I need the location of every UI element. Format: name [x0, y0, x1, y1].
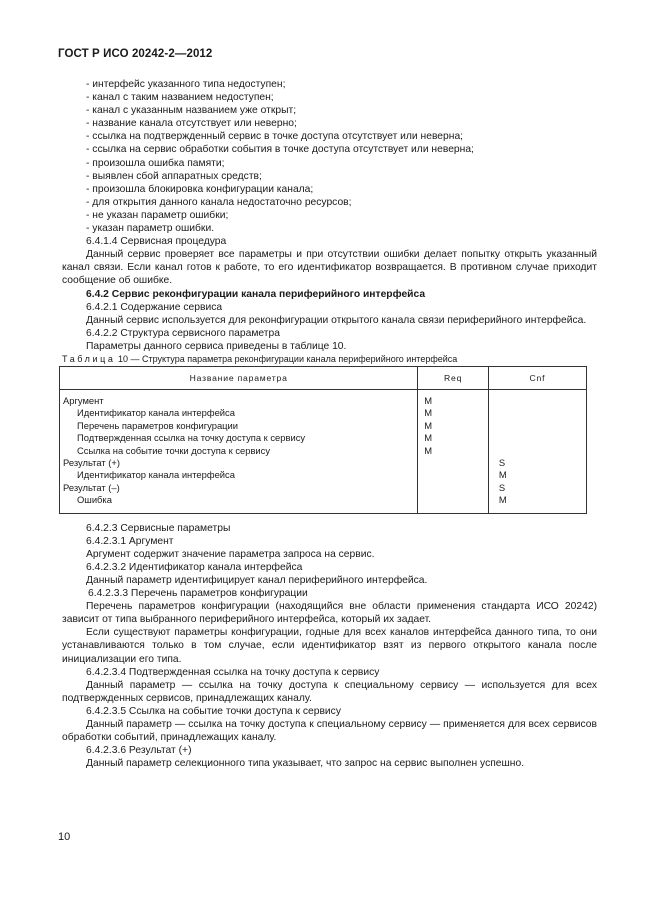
subsection-heading: 6.4.2.3.6 Результат (+) [86, 745, 192, 757]
subsection-heading: 6.4.2.3.5 Ссылка на событие точки доступа к сервису [86, 705, 341, 717]
table-cell-name: Подтвержденная ссылка на точку доступа к сервису [77, 432, 306, 444]
table-cell-name: Результат (+) [63, 457, 120, 469]
list-item: - интерфейс указанного типа недоступен; [86, 79, 286, 90]
table-cell-cnf: M [498, 469, 507, 481]
table-cell-cnf: S [498, 457, 506, 469]
table-cell-req: M [424, 444, 433, 456]
table-cell-name: Ошибка [77, 494, 112, 506]
list-item: - канал с указанным названием уже открыт; [86, 105, 297, 117]
parameter-table [59, 366, 587, 514]
cnf-column [488, 390, 586, 514]
subsection-heading: 6.4.2.3.1 Аргумент [86, 535, 174, 547]
paragraph: Данный параметр — ссылка на точку доступа к специальному сервису — применяется для всех сервисов обработки событий, принадлежащих каналу. [62, 718, 597, 744]
section-heading-6-4-2-3: 6.4.2.3 Сервисные параметры [86, 522, 231, 534]
list-item: - не указан параметр ошибки; [86, 209, 229, 221]
table-cell-cnf [499, 420, 586, 432]
table-cell-req: M [424, 432, 433, 444]
section-heading-6-4-2: 6.4.2 Сервис реконфигурации канала периферийного интерфейса [86, 288, 426, 300]
list-item: - произошла блокировка конфигурации канала; [86, 183, 314, 195]
list-item: - для открытия данного канала недостаточно ресурсов; [86, 196, 352, 208]
table-cell-cnf: S [498, 481, 506, 493]
table-cell-name: Ссылка на событие точки доступа к сервису [77, 444, 271, 456]
paragraph: Перечень параметров конфигурации (находящийся вне области применения стандарта ИСО 20242) зависит от типа выбранного периферийного интерфейса, который их задает. [62, 601, 597, 626]
paragraph: Данный сервис используется для реконфигурации открытого канала связи периферийного интерфейса. [86, 314, 587, 326]
subsection-heading: 6.4.2.3.3 Перечень параметров конфигурации [88, 588, 308, 600]
table-cell-req [424, 469, 488, 481]
standard-title: ГОСТ Р ИСО 20242-2—2012 [58, 48, 213, 60]
table-cell-req [424, 494, 488, 506]
table-cell-name: Аргумент [63, 395, 104, 407]
column-header-req: Req [418, 367, 489, 390]
column-header-name: Название параметра [60, 367, 418, 390]
table-cell-name: Перечень параметров конфигурации [77, 419, 239, 431]
section-6-4-2-3 [62, 522, 597, 771]
list-item: - канал с таким названием недоступен; [86, 92, 274, 104]
table-caption-text: 10 — Структура параметра реконфигурации канала периферийного интерфейса [115, 353, 458, 364]
list-item: - выявлен сбой аппаратных средств; [86, 170, 262, 182]
section-heading-6-4-2-2: 6.4.2.2 Структура сервисного параметра [86, 327, 280, 339]
error-list [62, 78, 597, 235]
paragraph: Данный параметр идентифицирует канал периферийного интерфейса. [86, 574, 428, 586]
paragraph: Аргумент содержит значение параметра запроса на сервис. [86, 548, 375, 560]
table-cell-name: Результат (–) [63, 481, 120, 493]
table-cell-req: M [424, 419, 433, 431]
paragraph: Данный сервис проверяет все параметры и при отсутствии ошибки делает попытку открыть указанный канал связи. Если канал готов к работе, то его идентификатор возвращается. В противном случае приходит сообщение об ошибке. [62, 249, 597, 287]
table-cell-cnf: M [498, 494, 507, 506]
section-heading-6-4-1-4: 6.4.1.4 Сервисная процедура [86, 236, 227, 248]
table-cell-cnf [499, 395, 586, 407]
list-item: - название канала отсутствует или неверно; [86, 118, 297, 130]
list-item: - ссылка на сервис обработки события в точке доступа отсутствует или неверна; [86, 144, 474, 156]
table-caption [62, 353, 597, 366]
subsection-heading: 6.4.2.3.4 Подтвержденная ссылка на точку доступа к сервису [86, 666, 380, 678]
table-cell-req [424, 457, 488, 469]
table-header-row [60, 367, 587, 390]
table-cell-name: Идентификатор канала интерфейса [77, 469, 235, 481]
subsection-heading: 6.4.2.3.2 Идентификатор канала интерфейса [86, 561, 303, 573]
paragraph: Если существуют параметры конфигурации, годные для всех каналов интерфейса данного типа, то они устанавливаются только в том случае, если идентификатор взят из первого открытого канала после инициализации его типа. [62, 627, 597, 665]
paragraph: Данный параметр — ссылка на точку доступа к специальному сервису — используется для всех подтвержденных сервисов, принадлежащих каналу. [62, 679, 597, 704]
paragraph: Данный параметр селекционного типа указывает, что запрос на сервис выполнен успешно. [86, 758, 525, 770]
column-header-cnf: Cnf [488, 367, 586, 390]
paragraph: Параметры данного сервиса приведены в таблице 10. [86, 340, 347, 352]
table-cell-req [424, 482, 488, 494]
req-column [418, 390, 489, 514]
list-item: - произошла ошибка памяти; [86, 157, 225, 169]
list-item: - указан параметр ошибки. [86, 223, 215, 235]
section-heading-6-4-2-1: 6.4.2.1 Содержание сервиса [86, 301, 223, 313]
name-column [60, 390, 418, 514]
page-body [62, 78, 597, 770]
table-cell-req: M [424, 395, 433, 407]
list-item: - ссылка на подтвержденный сервис в точке доступа отсутствует или неверна; [86, 131, 464, 143]
table-cell-req: M [424, 407, 433, 419]
table-cell-cnf [499, 407, 586, 419]
table-body-row [60, 390, 587, 514]
table-cell-cnf [499, 432, 586, 444]
page-number: 10 [58, 831, 71, 843]
table-caption-label: Таблица [62, 353, 116, 364]
table-cell-name: Идентификатор канала интерфейса [77, 407, 235, 419]
table-cell-cnf [499, 445, 586, 457]
